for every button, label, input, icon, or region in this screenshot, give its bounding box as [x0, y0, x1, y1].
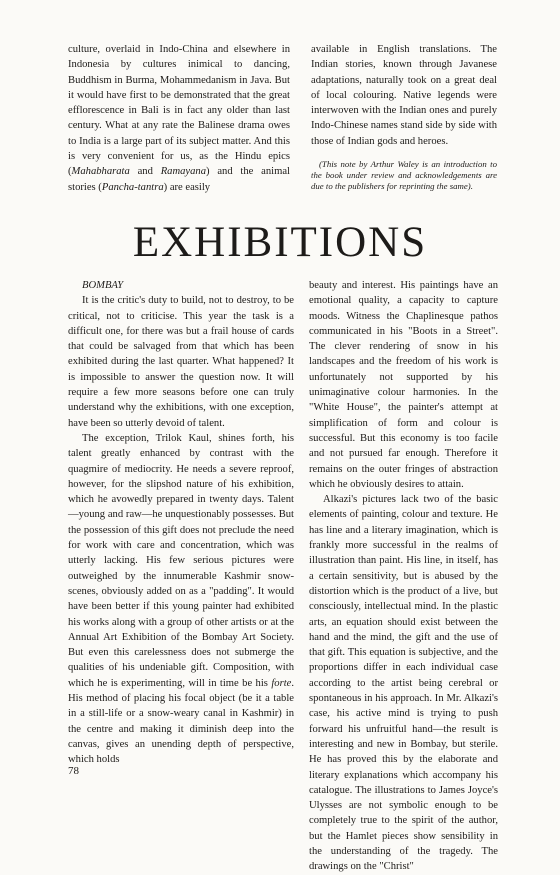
text-run: ) and the animal stories (	[68, 166, 291, 193]
italic-forte: forte	[271, 677, 292, 689]
top-left-column	[68, 42, 290, 195]
page-number: 78	[68, 765, 79, 777]
text-run: . His method of placing his focal object (be it a table in a still-life or a snow-weary canal in Kashmir) in the centre and making it diminish deep into the canvas, gives an unending depth of perspective, which holds	[68, 677, 294, 766]
city-subhead: BOMBAY	[82, 280, 124, 291]
title-mahabharata: Mahabharata	[71, 166, 130, 178]
paragraph-alkazi: Alkazi's pictures lack two of the basic elements of painting, colour and texture. He has line and a literary imagination, which is frankly more successful in the realms of illustration than paint. His line, in itself, has a certain sensitivity, but is abused by the distortion which is the product of a live, but consciously, intellectual mind. In the plastic arts, an equation should exist between the hand and the mind, the gift and the use of that gift. This equation is subjective, and the proportions differ in each individual case according to the artist being cerebral or spontaneous in his approach. In Mr. Alkazi's case, his active mind is trying to push forward his unfruitful hand—the result is interesting and new in Bombay, but sterile. He has proved this by the elaborate and literary explanations which accompany his catalogue. The illustrations to James Joyce's Ulysses are not symbolic enough to be completely true to the spirit of the author, but the Hamlet pieces show sensibility in the understanding of the tragedy. The drawings on the "Christ"	[309, 494, 498, 873]
title-ramayana: Ramayana	[160, 166, 207, 178]
text-run: culture, overlaid in Indo-China and elsewhere in Indonesia by cultures inimical to dancing, Buddhism in Burma, Mohammedanism in Java. But it would have first to be demonstrated that the great efflorescence in Bali is in fact any older than last century. What at any rate the Balinese drama owes to India is a large part of its subject matter. And this is very convenient for us, as the Hindu epics (	[68, 44, 290, 178]
paragraph-critics-duty: It is the critic's duty to build, not to destroy, to be critical, not to criticise. This year the task is a difficult one, for there was but a frail house of cards that could be salvaged from that which has been exhibited during the last quarter. What happened? It is impossible to answer the question now. It will require a few more seasons before one can truly understand why the exhibitions, with one exception, have been so utterly devoid of talent.	[68, 295, 294, 429]
bottom-right-column	[309, 278, 498, 875]
continued-paragraph	[68, 42, 290, 195]
paragraph-trilok-kaul	[68, 431, 294, 768]
editorial-note: (This note by Arthur Waley is an introduction to the book under review and acknowledgements are due to the publishers for reprinting the same).	[311, 159, 497, 192]
title-pancha-tantra: Pancha-tantra	[101, 181, 164, 193]
continued-paragraph-right: available in English translations. The Indian stories, known through Javanese adaptations, naturally took on a great deal of local colouring. Native legends were interwoven with the Indian ones and purely Indo-Chinese names stand side by side with those of Indian gods and heroes.	[311, 44, 497, 147]
text-run: ) are easily	[163, 181, 211, 193]
text-run: The exception, Trilok Kaul, shines forth, his talent greatly enhanced by contrast with the quagmire of mediocrity. He needs a severe reproof, however, for the slipshod nature of his exhibition, which he avowedly prepared in twenty days. Talent—young and raw—he unquestionably possesses. But the possession of this gift does not preclude the need for work with care and concentration, which was utterly lacking. His few serious pictures were outweighed by the innumerable Kashmir snow-scenes, obviously added on as a "padding". It would have been better if this young painter had exhibited his works along with a group of other artists or at the Annual Art Exhibition of the Bombay Art Society. But even this carelessness does not submerge the qualities of his undeniable gift. Composition, with which he is experimenting, will in time be his	[68, 432, 294, 689]
paragraph-kaul-continued: beauty and interest. His paintings have an emotional quality, a capacity to capture moods. Witness the Chaplinesque pathos communicated in his "Boots in a Street". The clever rendering of snow in his landscapes and the freedom of his work is unfortunately not supported by his unimaginative colour harmonies. In the "White House", the painter's attempt at simplification of form and colour is successful. But this economy is too facile and not pursued far enough. Therefore it remains on the outer fringes of abstraction which he obviously desires to attain.	[309, 280, 498, 490]
section-headline: EXHIBITIONS	[132, 219, 428, 266]
text-run: and	[129, 166, 161, 178]
bottom-left-column	[68, 278, 294, 768]
top-right-column	[311, 42, 497, 192]
